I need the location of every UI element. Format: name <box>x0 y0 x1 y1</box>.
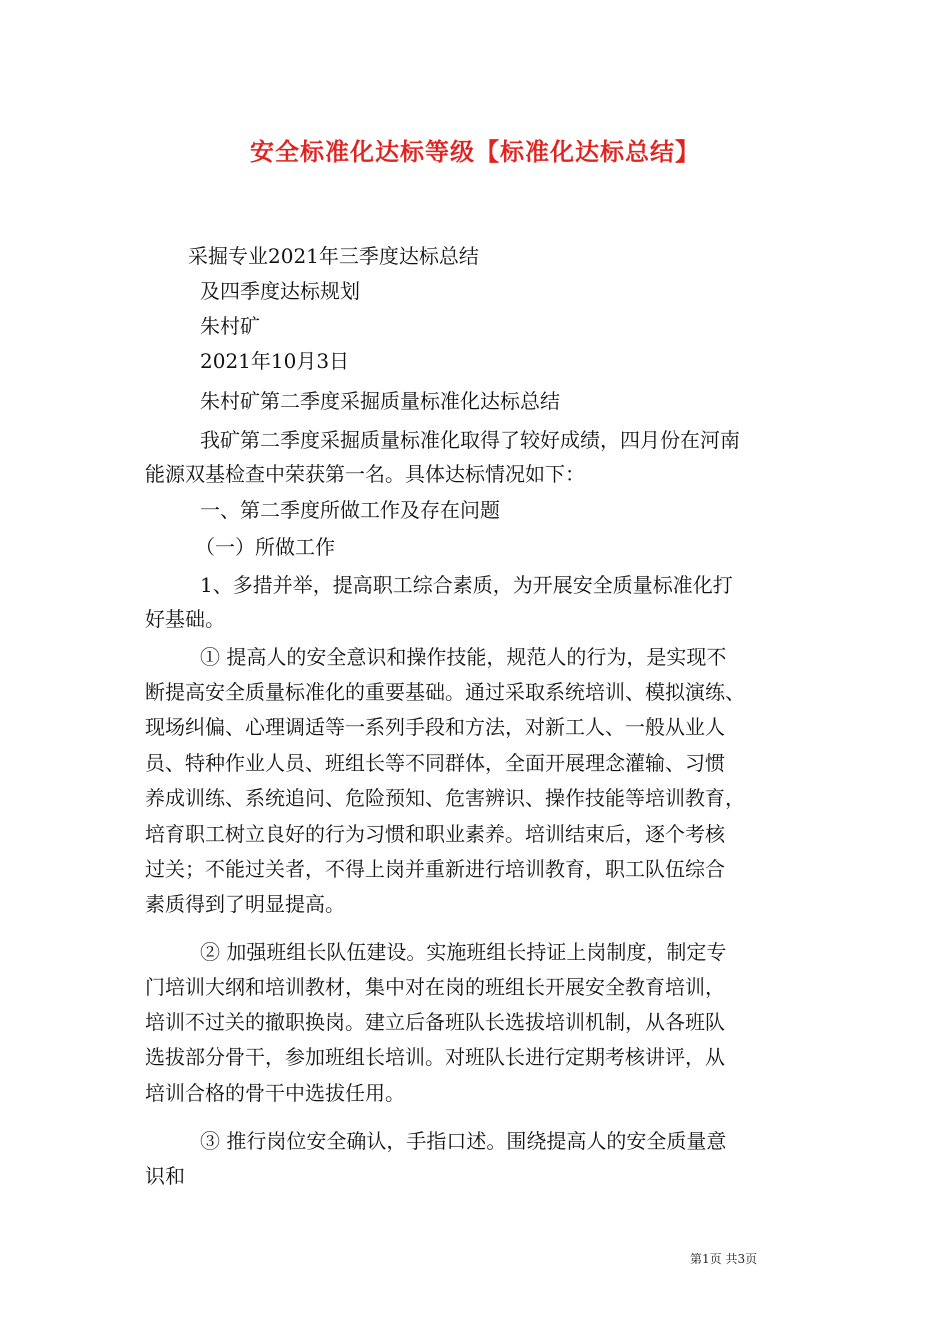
body-line: 养成训练、系统追问、危险预知、危害辨识、操作技能等培训教育， <box>145 786 745 810</box>
body-line: ① 提高人的安全意识和操作技能，规范人的行为，是实现不 <box>200 645 727 669</box>
body-line: 培训合格的骨干中选拔任用。 <box>145 1081 405 1105</box>
page-number: 第1页 共3页 <box>690 1252 758 1266</box>
body-line: 采掘专业2021年三季度达标总结 <box>188 244 479 268</box>
body-line: 朱村矿第二季度采掘质量标准化达标总结 <box>200 389 560 413</box>
body-line: 及四季度达标规划 <box>200 279 360 303</box>
document-title: 安全标准化达标等级【标准化达标总结】 <box>250 138 700 166</box>
body-line: 培训不过关的撤职换岗。建立后备班队长选拔培训机制，从各班队 <box>145 1010 725 1034</box>
body-line: 识和 <box>145 1164 185 1188</box>
body-line: 选拔部分骨干，参加班组长培训。对班队长进行定期考核讲评，从 <box>145 1045 725 1069</box>
section-heading: 一、第二季度所做工作及存在问题 <box>200 498 500 522</box>
body-line: ③ 推行岗位安全确认，手指口述。围绕提高人的安全质量意 <box>200 1129 727 1153</box>
body-line: 培育职工树立良好的行为习惯和职业素养。培训结束后，逐个考核 <box>145 822 725 846</box>
body-line: 我矿第二季度采掘质量标准化取得了较好成绩，四月份在河南 <box>200 428 740 452</box>
body-line: 断提高安全质量标准化的重要基础。通过采取系统培训、模拟演练、 <box>145 680 745 704</box>
body-line: 2021年10月3日 <box>200 349 350 373</box>
body-line: 员、特种作业人员、班组长等不同群体，全面开展理念灌输、习惯 <box>145 751 725 775</box>
body-line: 1、多措并举，提高职工综合素质，为开展安全质量标准化打 <box>200 573 733 597</box>
subsection-heading: （一）所做工作 <box>195 535 335 559</box>
body-line: ② 加强班组长队伍建设。实施班组长持证上岗制度，制定专 <box>200 940 727 964</box>
body-line: 现场纠偏、心理调适等一系列手段和方法，对新工人、一般从业人 <box>145 715 725 739</box>
body-line: 门培训大纲和培训教材，集中对在岗的班组长开展安全教育培训， <box>145 975 725 999</box>
body-line: 素质得到了明显提高。 <box>145 892 345 916</box>
body-line: 好基础。 <box>145 607 225 631</box>
body-line: 朱村矿 <box>200 314 260 338</box>
body-line: 过关；不能过关者，不得上岗并重新进行培训教育，职工队伍综合 <box>145 857 725 881</box>
body-line: 能源双基检查中荣获第一名。具体达标情况如下： <box>145 462 585 486</box>
